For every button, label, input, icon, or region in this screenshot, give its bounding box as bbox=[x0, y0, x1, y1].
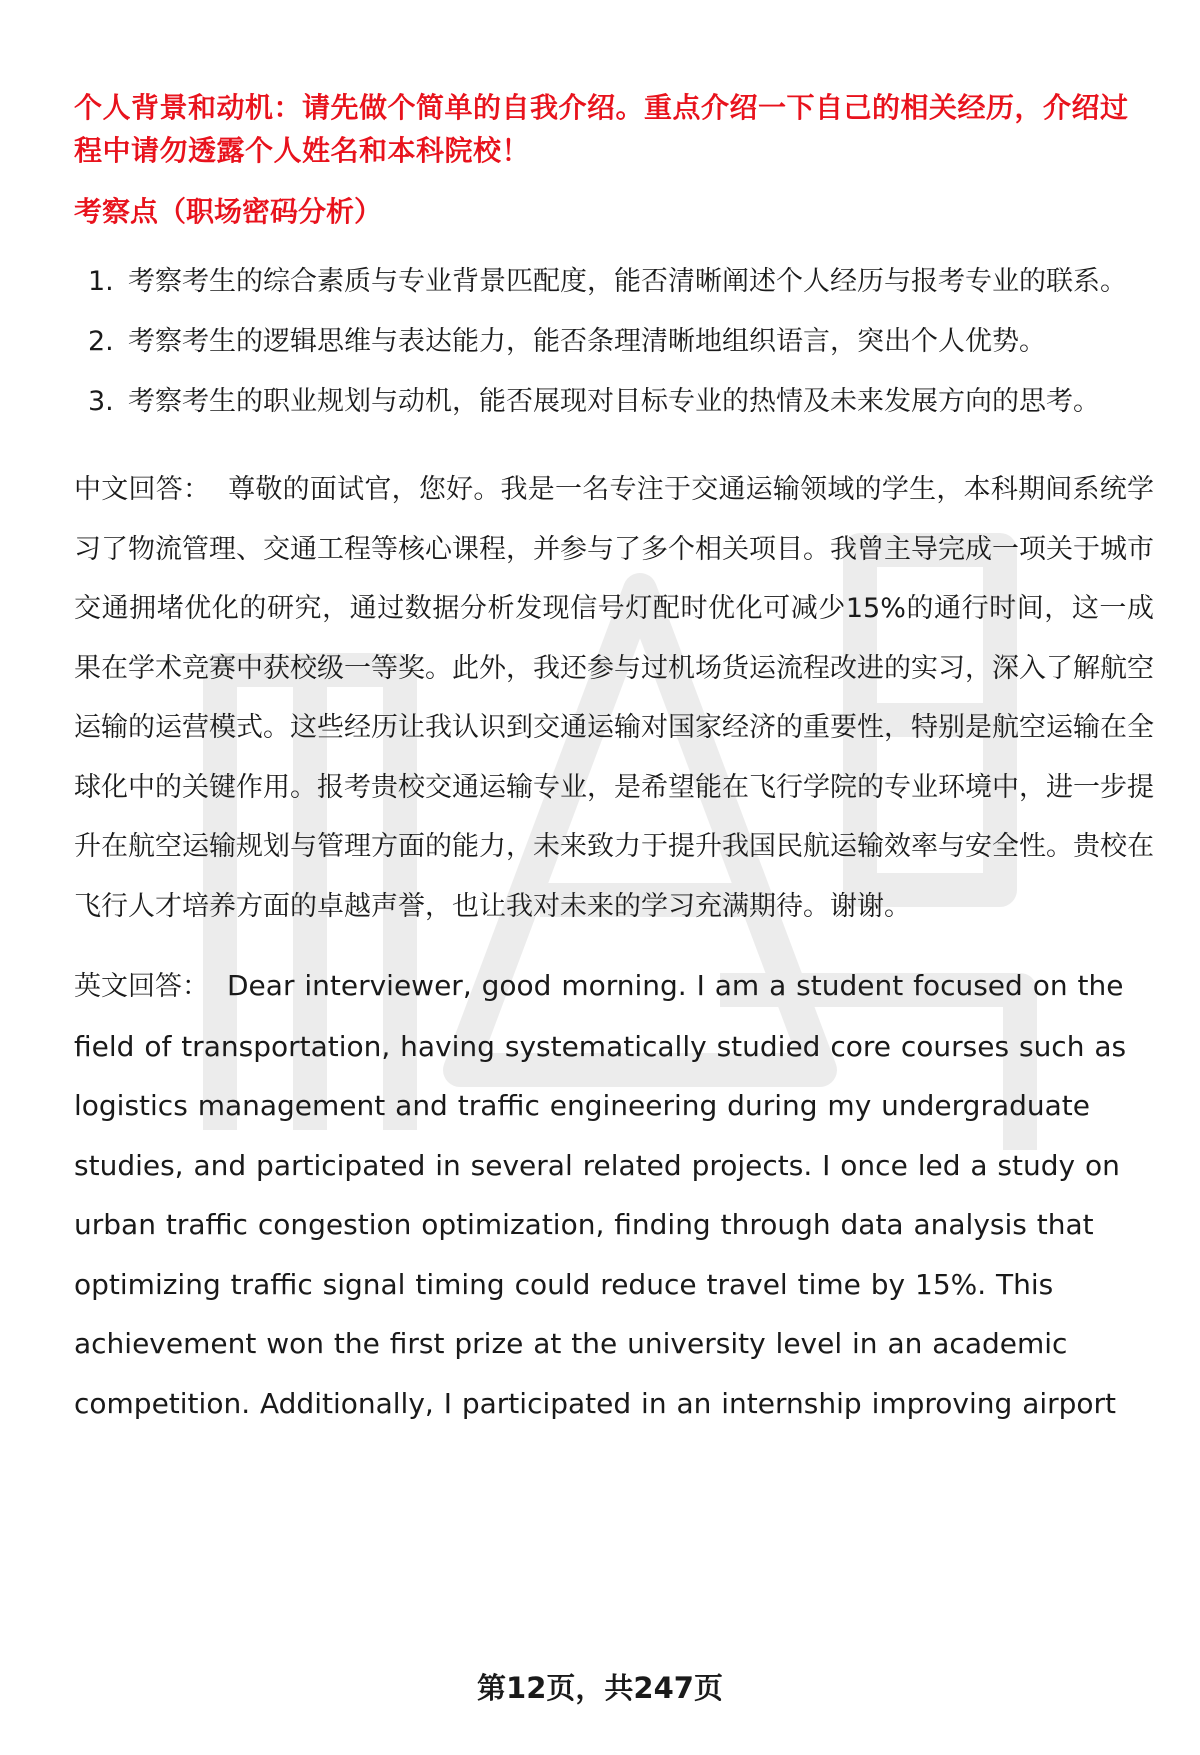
assessment-points-list bbox=[74, 252, 1154, 432]
list-number: 3. bbox=[88, 386, 114, 417]
list-item bbox=[74, 312, 1154, 372]
english-answer bbox=[74, 956, 1154, 1433]
chinese-answer-label: 中文回答： bbox=[74, 474, 211, 505]
list-item-text: 考察考生的职业规划与动机，能否展现对目标专业的热情及未来发展方向的思考。 bbox=[128, 386, 1100, 417]
content-area bbox=[74, 86, 1154, 1433]
english-answer-text: Dear interviewer, good morning. I am a student focused on the field of transportation, having systematically studied core courses such as logistics management and traffic engineering during my undergraduate studies, and participated in several related projects. I once led a study on urban traffic congestion optimization, finding through data analysis that optimizing traffic signal timing could reduce travel time by 15%. This achievement won the first prize at the university level in an academic competition. Additionally, I participated in an internship improving airport bbox=[74, 969, 1127, 1420]
question-heading: 个人背景和动机：请先做个简单的自我介绍。重点介绍一下自己的相关经历，介绍过程中请勿透露个人姓名和本科院校！ bbox=[74, 91, 1129, 167]
chinese-answer-text: 尊敬的面试官，您好。我是一名专注于交通运输领域的学生，本科期间系统学习了物流管理、交通工程等核心课程，并参与了多个相关项目。我曾主导完成一项关于城市交通拥堵优化的研究，通过数据分析发现信号灯配时优化可减少15%的通行时间，这一成果在学术竞赛中获校级一等奖。此外，我还参与过机场货运流程改进的实习，深入了解航空运输的运营模式。这些经历让我认识到交通运输对国家经济的重要性，特别是航空运输在全球化中的关键作用。报考贵校交通运输专业，是希望能在飞行学院的专业环境中，进一步提升在航空运输规划与管理方面的能力，未来致力于提升我国民航运输效率与安全性。贵校在飞行人才培养方面的卓越声誉，也让我对未来的学习充满期待。谢谢。 bbox=[74, 474, 1155, 922]
list-number: 2. bbox=[88, 326, 114, 357]
chinese-answer bbox=[74, 460, 1154, 936]
page-footer: 第12页，共247页 bbox=[477, 1671, 723, 1705]
list-item-text: 考察考生的逻辑思维与表达能力，能否条理清晰地组织语言，突出个人优势。 bbox=[128, 326, 1046, 357]
list-number: 1. bbox=[88, 266, 114, 297]
english-answer-label: 英文回答： bbox=[74, 971, 209, 1002]
list-item bbox=[74, 252, 1154, 312]
section-title: 考察点（职场密码分析） bbox=[74, 195, 383, 228]
list-item-text: 考察考生的综合素质与专业背景匹配度，能否清晰阐述个人经历与报考专业的联系。 bbox=[128, 266, 1127, 297]
list-item bbox=[74, 372, 1154, 432]
